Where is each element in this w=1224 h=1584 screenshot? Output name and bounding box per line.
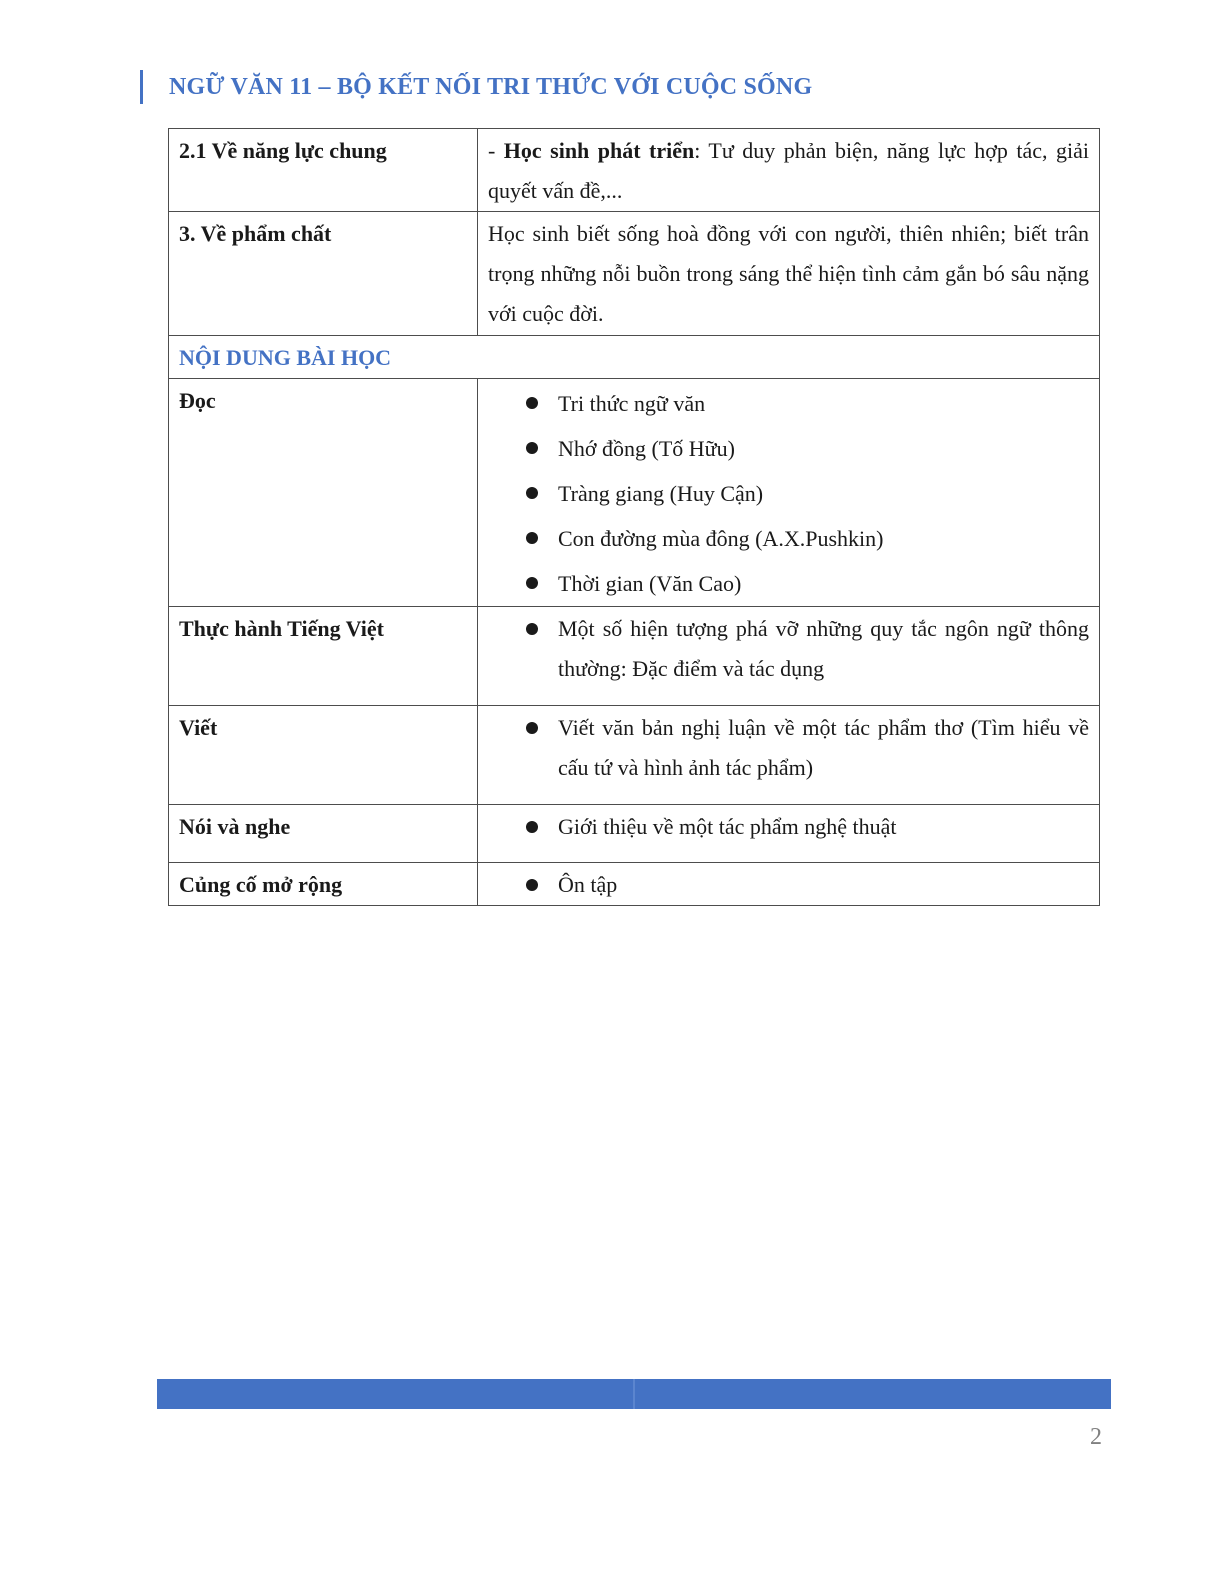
list-item: Thời gian (Văn Cao) — [488, 561, 1089, 606]
list-item: Nhớ đồng (Tố Hữu) — [488, 426, 1089, 471]
list-item: Tri thức ngữ văn — [488, 381, 1089, 426]
bullet-list — [488, 807, 1089, 847]
bullet-icon — [526, 487, 538, 499]
bold-prefix: Học sinh phát triển — [503, 138, 695, 163]
bullet-icon — [526, 879, 538, 891]
table-row — [169, 863, 1100, 906]
list-item: Con đường mùa đông (A.X.Pushkin) — [488, 516, 1089, 561]
row-label: Đọc — [169, 379, 478, 607]
page-header — [140, 70, 812, 104]
lesson-plan-table — [168, 128, 1100, 906]
bullet-icon — [526, 821, 538, 833]
footer-bar-divider — [633, 1379, 635, 1409]
table-row — [169, 706, 1100, 805]
footer-bar — [157, 1379, 1111, 1409]
section-title: NỘI DUNG BÀI HỌC — [169, 336, 1100, 379]
list-item: Tràng giang (Huy Cận) — [488, 471, 1089, 516]
bullet-list — [488, 865, 1089, 905]
bullet-icon — [526, 442, 538, 454]
bullet-list — [488, 708, 1089, 788]
bullet-list — [488, 381, 1089, 606]
header-title: NGỮ VĂN 11 – BỘ KẾT NỐI TRI THỨC VỚI CUỘC SỐNG — [169, 73, 813, 100]
table-row — [169, 607, 1100, 706]
bullet-icon — [526, 397, 538, 409]
list-item: Ôn tập — [488, 865, 1089, 905]
row-content — [478, 379, 1100, 607]
section-row — [169, 336, 1100, 379]
bullet-icon — [526, 722, 538, 734]
page-number: 2 — [1090, 1424, 1102, 1450]
row-label: 3. Về phẩm chất — [169, 212, 478, 336]
bullet-icon — [526, 577, 538, 589]
list-item: Giới thiệu về một tác phẩm nghệ thuật — [488, 807, 1089, 847]
bullet-icon — [526, 623, 538, 635]
bullet-icon — [526, 532, 538, 544]
row-label: Thực hành Tiếng Việt — [169, 607, 478, 706]
table-row — [169, 379, 1100, 607]
row-content: Học sinh biết sống hoà đồng với con người, thiên nhiên; biết trân trọng những nỗi buồn trong sáng thể hiện tình cảm gắn bó sâu nặng với cuộc đời. — [478, 212, 1100, 336]
row-label: Củng cố mở rộng — [169, 863, 478, 906]
list-item: Viết văn bản nghị luận về một tác phẩm thơ (Tìm hiểu về cấu tứ và hình ảnh tác phẩm) — [488, 708, 1089, 788]
list-item: Một số hiện tượng phá vỡ những quy tắc ngôn ngữ thông thường: Đặc điểm và tác dụng — [488, 609, 1089, 689]
row-label: 2.1 Về năng lực chung — [169, 129, 478, 212]
row-content — [478, 863, 1100, 906]
row-label: Viết — [169, 706, 478, 805]
table-row — [169, 129, 1100, 212]
row-content — [478, 706, 1100, 805]
row-content — [478, 607, 1100, 706]
row-content: - Học sinh phát triển: Tư duy phản biện, năng lực hợp tác, giải quyết vấn đề,... — [478, 129, 1100, 212]
row-label: Nói và nghe — [169, 805, 478, 863]
table-row — [169, 805, 1100, 863]
table-row — [169, 212, 1100, 336]
row-content — [478, 805, 1100, 863]
bullet-list — [488, 609, 1089, 689]
content-text: : Tư duy phản biện, năng lực hợp tác, giải quyết vấn đề,... — [488, 138, 1089, 203]
